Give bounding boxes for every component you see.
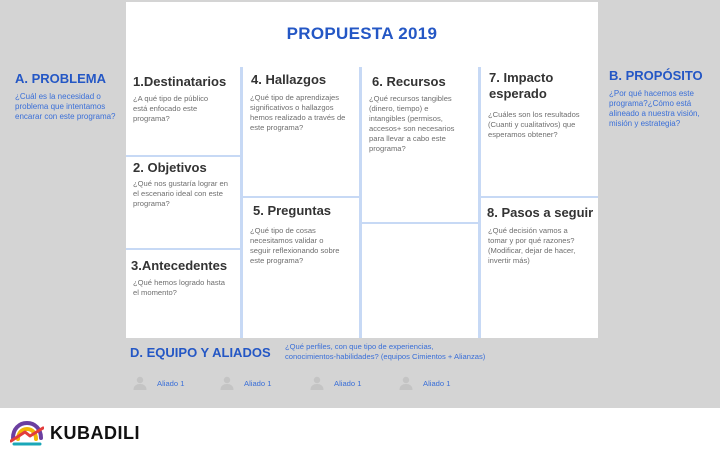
box-destinatarios-question: ¿A qué tipo de público está enfocado este programa?	[133, 94, 209, 123]
brand-name: KUBADILI	[50, 422, 140, 443]
person-icon	[219, 376, 235, 390]
box-antecedentes-title: 3.Antecedentes	[131, 258, 228, 273]
problem-heading: A. PROBLEMA	[15, 71, 106, 86]
member-label: Aliado 1	[334, 378, 362, 388]
purpose-question: ¿Por qué hacemos este programa?¿Cómo está alineado a nuestra visión, misión y estrategia?	[609, 89, 700, 128]
person-icon	[398, 376, 414, 390]
box-recursos-title: 6. Recursos	[372, 74, 446, 89]
row-divider	[481, 196, 598, 198]
box-preguntas-title: 5. Preguntas	[253, 203, 332, 218]
row-divider	[362, 222, 478, 224]
box-destinatarios-title: 1.Destinatarios	[133, 74, 227, 89]
box-antecedentes-question: ¿Qué hemos logrado hasta el momento?	[133, 278, 226, 297]
person-icon	[309, 376, 325, 390]
member-aliado	[219, 376, 271, 390]
team-heading: D. EQUIPO Y ALIADOS	[130, 345, 271, 360]
row-divider	[126, 248, 240, 250]
brand	[10, 420, 140, 446]
box-preguntas-question: ¿Qué tipo de cosas necesitamos validar o seguir reflexionando sobre este programa?	[250, 226, 340, 265]
column-divider	[240, 67, 243, 338]
box-hallazgos-title: 4. Hallazgos	[251, 72, 327, 87]
box-impacto-question: ¿Cuáles son los resultados (Cuanti y cualitativos) que esperamos obtener?	[488, 110, 580, 139]
member-aliado	[132, 376, 184, 390]
person-icon	[132, 376, 148, 390]
box-recursos-question: ¿Qué recursos tangibles (dinero, tiempo) e intangibles (permisos, accesos+ son necesarios para llevar a cabo este programa?	[369, 94, 455, 153]
row-divider	[126, 155, 240, 157]
box-hallazgos-question: ¿Qué tipo de aprendizajes significativos o hallazgos hemos realizado a través de este programa?	[250, 93, 346, 132]
kubadili-logo-icon	[10, 420, 44, 446]
box-pasos-title: 8. Pasos a seguir	[487, 205, 594, 220]
box-objetivos-title: 2. Objetivos	[133, 160, 207, 175]
member-label: Aliado 1	[423, 378, 451, 388]
purpose-heading: B. PROPÓSITO	[609, 68, 703, 83]
member-label: Aliado 1	[157, 378, 185, 388]
member-aliado	[309, 376, 361, 390]
problem-question: ¿Cuál es la necesidad o problema que intentamos encarar con este programa?	[15, 92, 116, 121]
team-question: ¿Qué perfiles, con que tipo de experiencias, conocimientos-habilidades? (equipos Cimientos + Alianzas)	[285, 342, 486, 361]
column-divider	[478, 67, 481, 338]
box-objetivos-question: ¿Qué nos gustaría lograr en el escenario ideal con este programa?	[133, 179, 228, 208]
member-label: Aliado 1	[244, 378, 272, 388]
column-divider	[359, 67, 362, 338]
row-divider	[243, 196, 359, 198]
member-aliado	[398, 376, 450, 390]
box-pasos-question: ¿Qué decisión vamos a tomar y por qué razones? (Modificar, dejar de hacer, invertir más)	[488, 226, 576, 265]
page-title: PROPUESTA 2019	[286, 24, 438, 43]
box-impacto-title: 7. Impacto esperado	[489, 70, 554, 101]
